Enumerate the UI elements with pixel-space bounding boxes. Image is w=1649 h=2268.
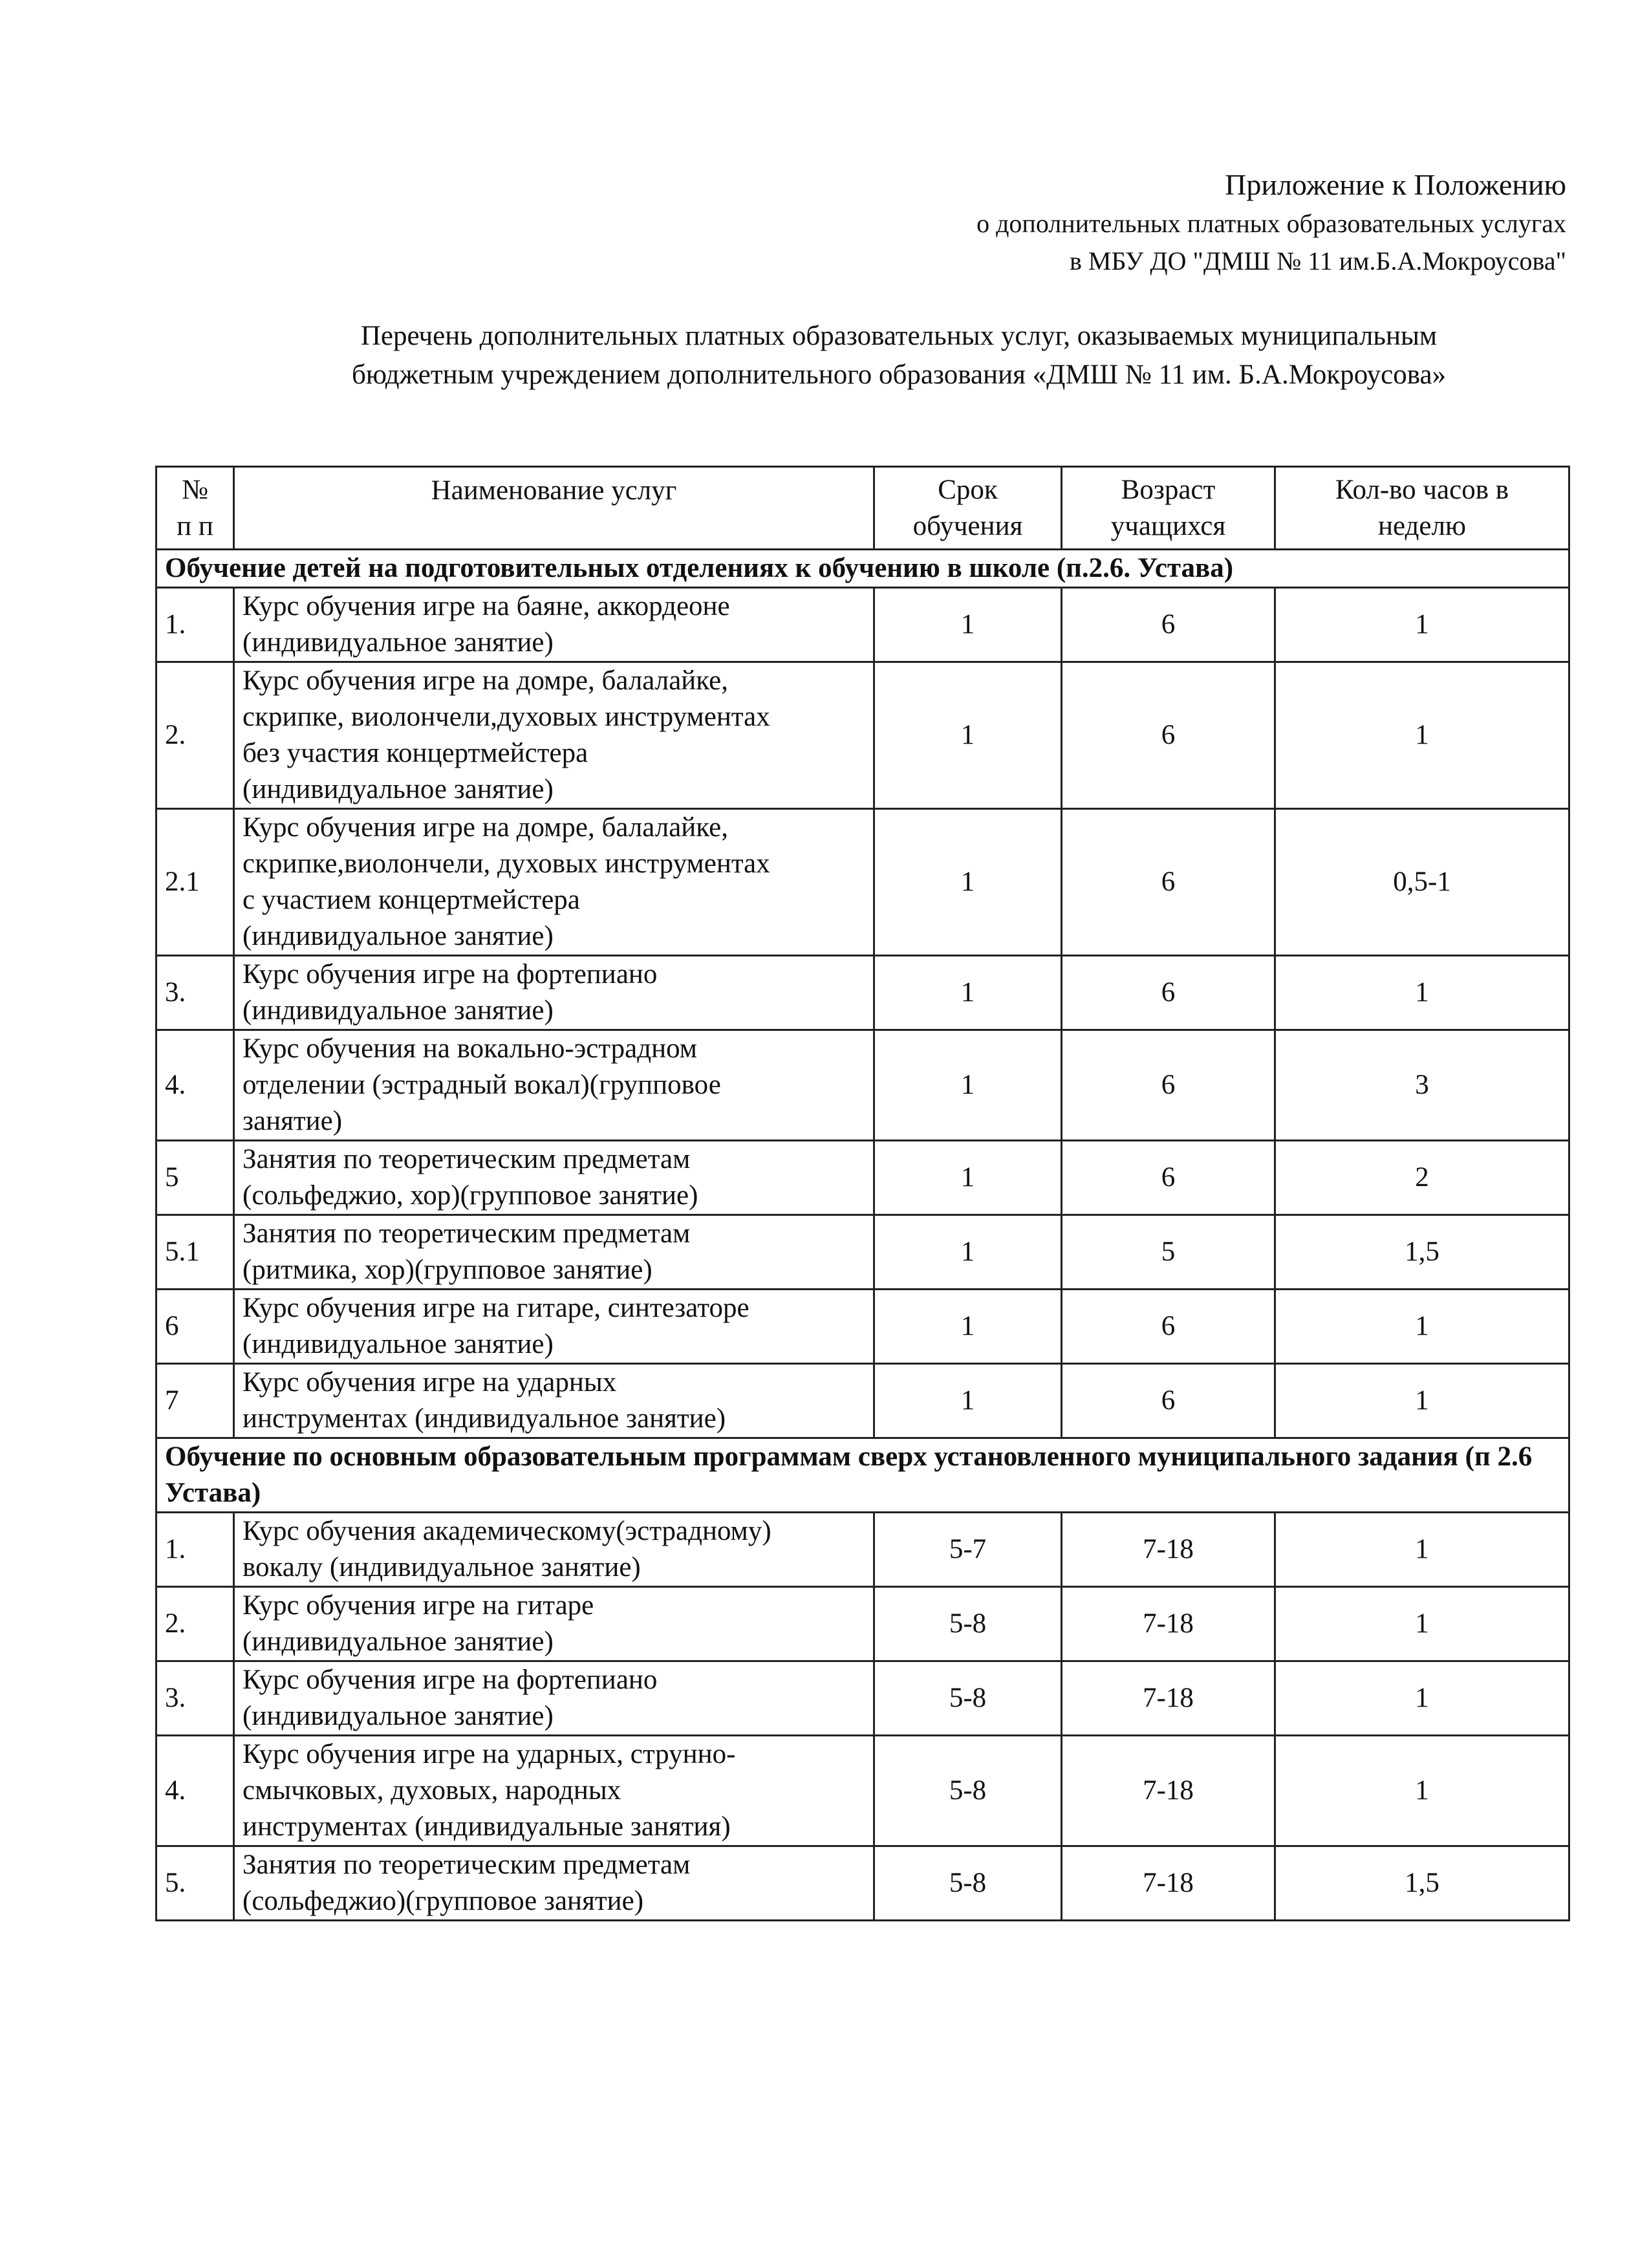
service-name-line: (индивидуальное занятие) [242, 1626, 554, 1657]
service-name-line: отделении (эстрадный вокал)(групповое [242, 1070, 721, 1100]
service-name [234, 1587, 874, 1661]
student-age: 6 [1062, 809, 1275, 956]
service-name-line: (сольфеджио, хор)(групповое занятие) [242, 1180, 698, 1211]
service-name [234, 1141, 874, 1215]
appendix-line-1: Приложение к Положению [1225, 168, 1566, 201]
table-row [156, 1661, 1569, 1736]
weekly-hours: 1 [1275, 1513, 1569, 1587]
service-name [234, 1513, 874, 1587]
service-name [234, 1736, 874, 1846]
col-header-term [874, 467, 1062, 550]
study-term: 1 [874, 956, 1062, 1030]
row-number: 3. [156, 1661, 234, 1736]
service-name-line: Курс обучения игре на фортепиано [242, 1665, 658, 1695]
service-name [234, 809, 874, 956]
study-term: 5-8 [874, 1587, 1062, 1661]
student-age: 7-18 [1062, 1846, 1275, 1921]
service-name [234, 1290, 874, 1364]
weekly-hours: 1 [1275, 956, 1569, 1030]
appendix-line-2: о дополнительных платных образовательных услугах [976, 209, 1566, 238]
student-age: 6 [1062, 1364, 1275, 1438]
service-name-line: Курс обучения игре на домре, балалайке, [242, 812, 728, 843]
service-name [234, 662, 874, 809]
col-header-term-bottom: обучения [912, 510, 1023, 541]
service-name [234, 588, 874, 662]
row-number: 1. [156, 588, 234, 662]
service-name [234, 1661, 874, 1736]
section-row [156, 1438, 1569, 1513]
table-row [156, 1290, 1569, 1364]
student-age: 7-18 [1062, 1587, 1275, 1661]
document-title [259, 317, 1539, 394]
service-name [234, 1215, 874, 1290]
col-header-name: Наименование услуг [234, 467, 874, 550]
student-age: 6 [1062, 1290, 1275, 1364]
service-name [234, 1846, 874, 1921]
service-name-line: (индивидуальное занятие) [242, 627, 554, 658]
service-name-line: скрипке,виолончели, духовых инструментах [242, 848, 770, 879]
title-line-2: бюджетным учреждением дополнительного образования «ДМШ № 11 им. Б.А.Мокроусова» [351, 360, 1447, 390]
col-header-hours-bottom: неделю [1377, 510, 1467, 541]
col-header-num [156, 467, 234, 550]
service-name [234, 1364, 874, 1438]
weekly-hours: 0,5-1 [1275, 809, 1569, 956]
service-name-line: инструментах (индивидуальное занятие) [242, 1403, 726, 1434]
study-term: 5-7 [874, 1513, 1062, 1587]
student-age: 6 [1062, 662, 1275, 809]
service-name-line: (индивидуальное занятие) [242, 774, 554, 805]
table-row [156, 588, 1569, 662]
row-number: 5. [156, 1846, 234, 1921]
table-row [156, 1141, 1569, 1215]
weekly-hours: 1 [1275, 1661, 1569, 1736]
service-name-line: Курс обучения игре на фортепиано [242, 959, 658, 989]
service-name [234, 1030, 874, 1141]
weekly-hours: 1,5 [1275, 1846, 1569, 1921]
study-term: 5-8 [874, 1846, 1062, 1921]
col-header-age-top: Возраст [1121, 474, 1216, 505]
table-row [156, 956, 1569, 1030]
service-name-line: (индивидуальное занятие) [242, 1329, 554, 1359]
service-name-line: Курс обучения игре на баяне, аккордеоне [242, 591, 730, 621]
service-name-line: (индивидуальное занятие) [242, 995, 554, 1026]
weekly-hours: 1 [1275, 588, 1569, 662]
service-name-line: (сольфеджио)(групповое занятие) [242, 1886, 644, 1916]
service-name-line: Курс обучения игре на домре, балалайке, [242, 665, 728, 696]
weekly-hours: 1 [1275, 1736, 1569, 1846]
service-name-line: Курс обучения академическому(эстрадному) [242, 1516, 771, 1546]
study-term: 1 [874, 1364, 1062, 1438]
service-name [234, 956, 874, 1030]
row-number: 7 [156, 1364, 234, 1438]
service-name-line: (ритмика, хор)(групповое занятие) [242, 1255, 652, 1285]
col-header-age [1062, 467, 1275, 550]
row-number: 4. [156, 1030, 234, 1141]
student-age: 6 [1062, 956, 1275, 1030]
service-name-line: Занятия по теоретическим предметам [242, 1218, 691, 1249]
service-name-line: без участия концертмейстера [242, 738, 588, 768]
row-number: 2. [156, 662, 234, 809]
table-row [156, 1215, 1569, 1290]
row-number: 5 [156, 1141, 234, 1215]
study-term: 5-8 [874, 1736, 1062, 1846]
col-header-hours-top: Кол-во часов в [1335, 474, 1509, 505]
student-age: 6 [1062, 1030, 1275, 1141]
row-number: 2. [156, 1587, 234, 1661]
table-row [156, 1587, 1569, 1661]
student-age: 7-18 [1062, 1513, 1275, 1587]
study-term: 1 [874, 809, 1062, 956]
weekly-hours: 1 [1275, 662, 1569, 809]
service-name-line: Занятия по теоретическим предметам [242, 1850, 691, 1880]
col-header-age-bottom: учащихся [1110, 510, 1226, 541]
service-name-line: (индивидуальное занятие) [242, 921, 554, 951]
appendix-line-3: в МБУ ДО "ДМШ № 11 им.Б.А.Мокроусова" [1070, 246, 1566, 275]
service-name-line: занятие) [242, 1106, 343, 1136]
service-name-line: Курс обучения на вокально-эстрадном [242, 1033, 697, 1064]
student-age: 6 [1062, 1141, 1275, 1215]
services-table [155, 466, 1570, 1921]
student-age: 7-18 [1062, 1736, 1275, 1846]
section-row [156, 550, 1569, 588]
study-term: 5-8 [874, 1661, 1062, 1736]
row-number: 1. [156, 1513, 234, 1587]
service-name-line: Курс обучения игре на гитаре [242, 1590, 594, 1621]
study-term: 1 [874, 1030, 1062, 1141]
service-name-line: с участием концертмейстера [242, 885, 580, 915]
table-row [156, 809, 1569, 956]
service-name-line: Курс обучения игре на ударных, струнно- [242, 1739, 736, 1769]
service-name-line: (индивидуальное занятие) [242, 1701, 554, 1731]
student-age: 6 [1062, 588, 1275, 662]
table-row [156, 1364, 1569, 1438]
table-row [156, 1846, 1569, 1921]
study-term: 1 [874, 1141, 1062, 1215]
study-term: 1 [874, 1215, 1062, 1290]
weekly-hours: 1,5 [1275, 1215, 1569, 1290]
title-line-1: Перечень дополнительных платных образовательных услуг, оказываемых муниципальным [360, 321, 1438, 351]
row-number: 2.1 [156, 809, 234, 956]
table-row [156, 662, 1569, 809]
col-header-term-top: Срок [938, 474, 998, 505]
row-number: 5.1 [156, 1215, 234, 1290]
study-term: 1 [874, 1290, 1062, 1364]
weekly-hours: 1 [1275, 1587, 1569, 1661]
col-header-num-bottom: п п [177, 510, 213, 541]
table-row [156, 1513, 1569, 1587]
row-number: 3. [156, 956, 234, 1030]
section-title-2: Обучение по основным образовательным программам сверх установленного муниципального задания (п 2.6 Устава) [156, 1438, 1569, 1513]
student-age: 7-18 [1062, 1661, 1275, 1736]
table-body [156, 550, 1569, 1921]
service-name-line: Курс обучения игре на ударных [242, 1367, 617, 1398]
row-number: 6 [156, 1290, 234, 1364]
appendix-note [976, 165, 1566, 280]
table-row [156, 1736, 1569, 1846]
weekly-hours: 2 [1275, 1141, 1569, 1215]
weekly-hours: 3 [1275, 1030, 1569, 1141]
table-row [156, 1030, 1569, 1141]
service-name-line: Курс обучения игре на гитаре, синтезаторе [242, 1293, 749, 1323]
service-name-line: вокалу (индивидуальное занятие) [242, 1552, 641, 1582]
weekly-hours: 1 [1275, 1290, 1569, 1364]
study-term: 1 [874, 588, 1062, 662]
col-header-hours [1275, 467, 1569, 550]
weekly-hours: 1 [1275, 1364, 1569, 1438]
service-name-line: инструментах (индивидуальные занятия) [242, 1811, 731, 1842]
student-age: 5 [1062, 1215, 1275, 1290]
service-name-line: смычковых, духовых, народных [242, 1775, 621, 1806]
header-row [156, 467, 1569, 550]
section-title-1: Обучение детей на подготовительных отделениях к обучению в школе (п.2.6. Устава) [156, 550, 1569, 588]
col-header-num-top: № [181, 474, 209, 505]
service-name-line: Занятия по теоретическим предметам [242, 1144, 691, 1174]
row-number: 4. [156, 1736, 234, 1846]
study-term: 1 [874, 662, 1062, 809]
service-name-line: скрипке, виолончели,духовых инструментах [242, 702, 770, 732]
